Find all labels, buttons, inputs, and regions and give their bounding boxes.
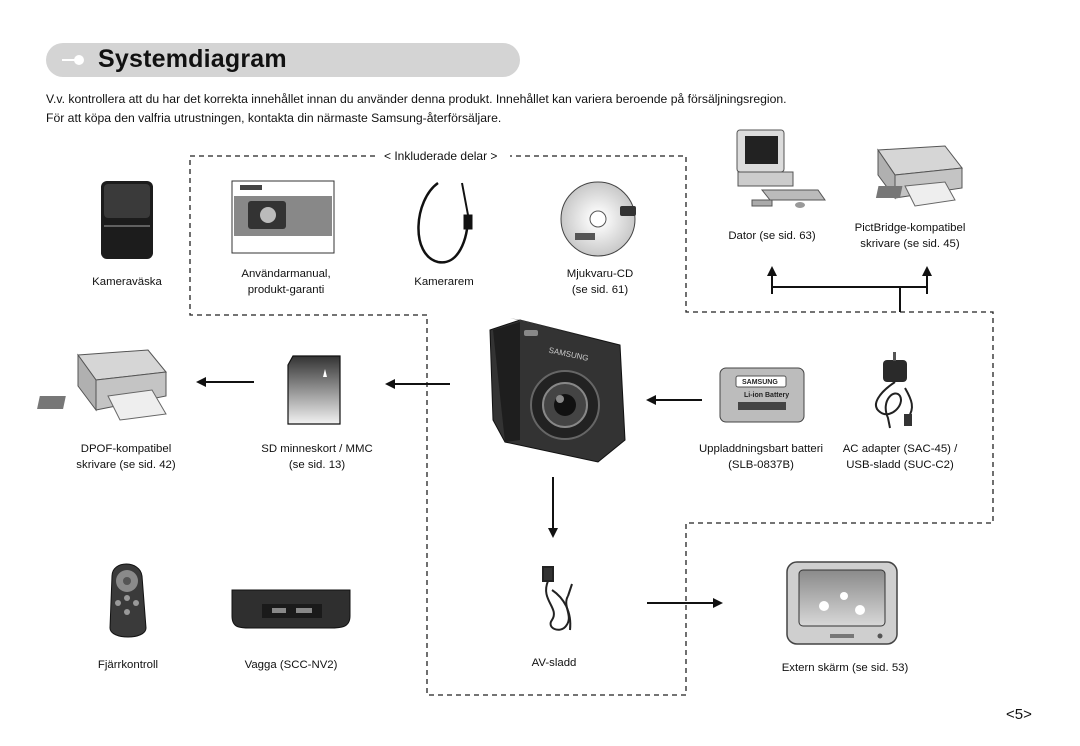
pictbridge-label-line-1: PictBridge-kompatibel — [854, 222, 966, 234]
battery-label — [694, 441, 828, 473]
battery-label-line-1: Uppladdningsbart batteri — [698, 443, 824, 455]
cd-label — [560, 266, 640, 298]
battery-label-line-2: (SLB-0837B) — [728, 459, 794, 471]
dpof-printer-label — [66, 441, 186, 473]
camera-icon — [490, 318, 625, 462]
sd-label-line-1: SD minneskort / MMC — [261, 443, 373, 455]
manual-label — [230, 266, 342, 298]
camera-case-icon — [101, 181, 153, 259]
av-cable-label: AV-sladd — [531, 657, 577, 669]
battery-label-text: Li-ion Battery — [744, 392, 790, 399]
page-title: Systemdiagram — [98, 45, 287, 73]
camera-brand-text: SAMSUNG — [547, 345, 590, 363]
included-parts-label: < Inkluderade delar > — [380, 148, 501, 164]
ac-adapter-label-line-1: AC adapter (SAC-45) / — [842, 443, 958, 455]
pictbridge-printer-icon — [876, 146, 962, 206]
tv-icon — [787, 562, 897, 644]
strap-label: Kamerarem — [414, 276, 474, 288]
sd-label-line-2: (se sid. 13) — [288, 459, 346, 471]
manual-label-line-2: produkt-garanti — [247, 284, 325, 296]
remote-label: Fjärrkontroll — [97, 659, 159, 671]
cd-label-line-2: (se sid. 61) — [571, 284, 629, 296]
cd-icon — [561, 182, 636, 256]
remote-icon — [110, 564, 146, 637]
computer-label: Dator (se sid. 63) — [728, 230, 816, 242]
ac-adapter-icon — [876, 352, 912, 428]
sd-card-icon — [288, 356, 340, 424]
tv-label: Extern skärm (se sid. 53) — [781, 662, 909, 674]
cd-label-line-1: Mjukvaru-CD — [566, 268, 634, 280]
intro-line-2: För att köpa den valfria utrustningen, kontakta din närmaste Samsung-återförsäljare. — [46, 111, 502, 125]
page-number: <5> — [1006, 706, 1032, 723]
dpof-label-line-1: DPOF-kompatibel — [80, 443, 172, 455]
ac-adapter-label — [836, 441, 964, 473]
battery-brand-text: SAMSUNG — [742, 379, 778, 386]
manual-icon — [232, 181, 334, 253]
intro-line-1: V.v. kontrollera att du har det korrekta innehållet innan du använder denna produkt. Innehållet kan variera beroende på försäljningsregion. — [46, 92, 787, 106]
computer-icon — [737, 130, 825, 208]
pictbridge-printer-label — [850, 220, 970, 252]
ac-adapter-label-line-2: USB-sladd (SUC-C2) — [846, 459, 954, 471]
cradle-icon — [232, 590, 350, 628]
battery-icon — [720, 368, 804, 422]
av-cable-icon — [543, 567, 572, 630]
camera-case-label: Kameraväska — [92, 276, 162, 288]
manual-label-line-1: Användarmanual, — [241, 268, 331, 280]
dpof-printer-icon — [37, 350, 166, 420]
cradle-label: Vagga (SCC-NV2) — [244, 659, 338, 671]
sd-card-label — [255, 441, 379, 473]
dpof-label-line-2: skrivare (se sid. 42) — [76, 459, 176, 471]
strap-icon — [418, 183, 472, 262]
pictbridge-label-line-2: skrivare (se sid. 45) — [860, 238, 960, 250]
